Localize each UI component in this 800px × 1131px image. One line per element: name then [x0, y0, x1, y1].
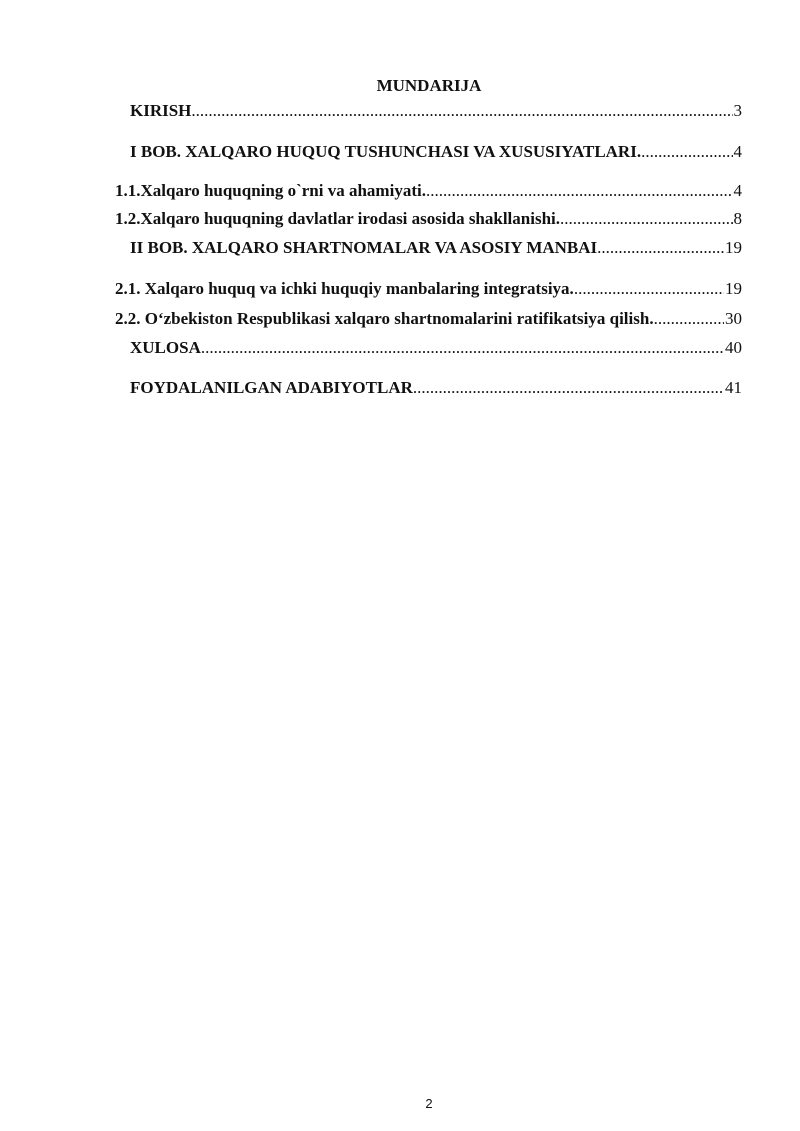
toc-leader-dots — [574, 278, 724, 300]
toc-entry-section-2-1[interactable] — [115, 278, 742, 300]
toc-entry-number: 1.2. — [115, 209, 141, 228]
toc-entry-label: 2.1. Xalqaro huquq va ichki huquqiy manbalaring integratsiya. — [115, 279, 574, 298]
toc-leader-dots — [560, 208, 732, 230]
toc-entry-page: 8 — [733, 209, 742, 228]
toc-entry-label: Xalqaro huquqning o`rni va ahamiyati. — [140, 181, 426, 200]
toc-entry-label: II BOB. XALQARO SHARTNOMALAR VA ASOSIY MANBAI — [130, 238, 598, 257]
toc-entry-page: 4 — [733, 181, 742, 200]
toc-entry-label: FOYDALANILGAN ADABIYOTLAR — [130, 378, 413, 397]
toc-entry-page: 40 — [725, 338, 742, 357]
toc-entry-references[interactable] — [130, 377, 742, 399]
toc-entry-chapter-2[interactable] — [130, 237, 742, 259]
toc-entry-label: I BOB. XALQARO HUQUQ TUSHUNCHASI VA XUSUSIYATLARI. — [130, 142, 642, 161]
toc-entry-page: 30 — [725, 309, 742, 328]
toc-leader-dots — [413, 377, 724, 399]
toc-entry-chapter-1[interactable] — [130, 141, 742, 163]
toc-entry-label: Xalqaro huquqning davlatlar irodasi asosida shakllanishi. — [140, 209, 561, 228]
toc-entry-page: 19 — [725, 238, 742, 257]
toc-entry-label: 2.2. O‘zbekiston Respublikasi xalqaro shartnomalarini ratifikatsiya qilish. — [115, 309, 654, 328]
page-title: MUNDARIJA — [376, 76, 482, 95]
toc-entry-kirish[interactable] — [130, 100, 742, 122]
toc-entry-xulosa[interactable] — [130, 337, 742, 359]
toc-entry-label: KIRISH — [130, 101, 192, 120]
toc-entry-label: XULOSA — [130, 338, 201, 357]
toc-leader-dots — [201, 337, 724, 359]
toc-leader-dots — [654, 308, 724, 330]
toc-leader-dots — [191, 100, 732, 122]
page-number: 2 — [425, 1096, 433, 1111]
toc-entry-section-1-2[interactable] — [115, 208, 742, 230]
toc-entry-number: 1.1. — [115, 181, 141, 200]
toc-entry-page: 3 — [733, 101, 742, 120]
toc-entry-page: 41 — [725, 378, 742, 397]
toc-entry-section-1-1[interactable] — [115, 180, 742, 202]
toc-leader-dots — [426, 180, 733, 202]
toc-leader-dots — [597, 237, 724, 259]
toc-entry-section-2-2[interactable] — [115, 308, 742, 330]
toc-entry-page: 4 — [733, 142, 742, 161]
toc-leader-dots — [641, 141, 732, 163]
toc-entry-page: 19 — [725, 279, 742, 298]
